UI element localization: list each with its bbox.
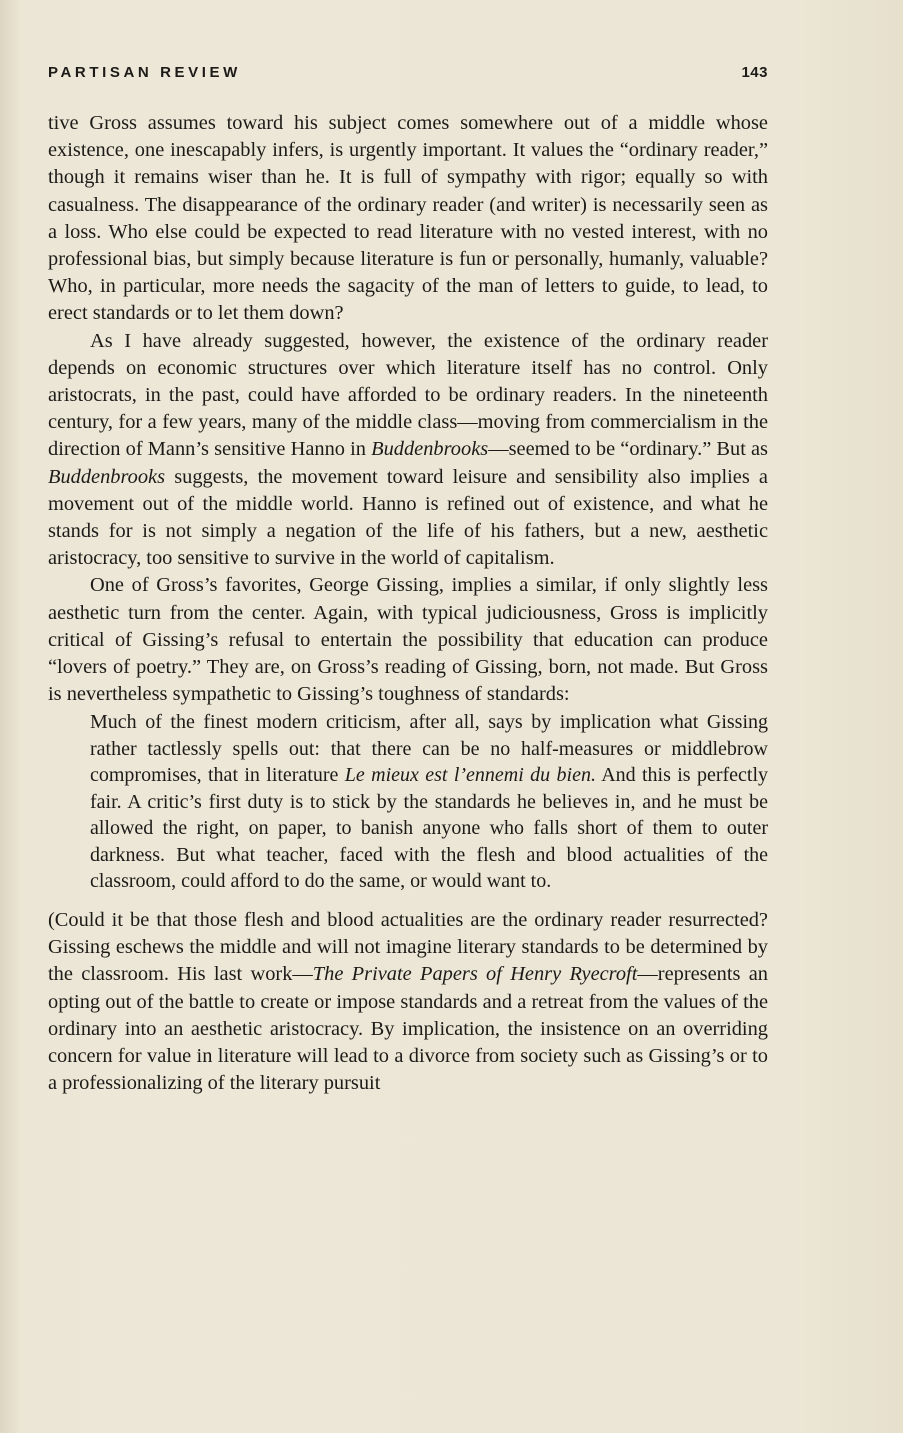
text-run: —seemed to be “ordinary.” But as [488, 438, 768, 461]
italic-title: Le mieux est l’ennemi du bien. [344, 764, 596, 787]
italic-title: Buddenbrooks [48, 465, 166, 488]
article-body [48, 110, 768, 1097]
text-run: One of Gross’s favorites, George Gissing, implies a similar, if only slightly less aesthetic turn from the center. Again, with typical judiciousness, Gross is implicitly critical of Gissing’s refusal to entertain the possibility that education can produce “lovers of poetry.” They are, on Gross’s reading of Gissing, born, not made. But Gross is nevertheless sympathetic to Gissing’s toughness of standards: [48, 574, 768, 706]
text-run: And this is perfectly fair. A critic’s first duty is to stick by the standards he believes in, and he must be allowed the right, on paper, to banish anyone who falls short of them to outer darkness. But what teacher, faced with the flesh and blood actualities of the classroom, could afford to do the same, or would want to. [90, 764, 769, 893]
paragraph [48, 572, 768, 708]
paragraph [48, 328, 768, 573]
block-quote [48, 708, 768, 907]
paragraph [48, 110, 768, 328]
italic-title: Buddenbrooks [371, 438, 489, 461]
text-run: Much of the finest modern criticism, after all, says by implication what Gissing rather tactlessly spells out: that there can be no half-measures or middlebrow compromises, that in literature [90, 711, 768, 787]
paragraph [48, 907, 768, 1097]
text-run: suggests, the movement toward leisure and sensibility also implies a movement out of the middle world. Hanno is refined out of existence, and what he stands for is not simply a negation of the life of his fathers, but a new, aesthetic aristocracy, too sensitive to survive in the world of capitalism. [48, 465, 768, 570]
text-run: tive Gross assumes toward his subject comes somewhere out of a middle whose existence, one inescapably infers, is urgently important. It values the “ordinary reader,” though it remains wiser than he. It is full of sympathy with rigor; equally so with casualness. The disappearance of the ordinary reader (and writer) is necessarily seen as a loss. Who else could be expected to read literature with no vested interest, with no professional bias, but simply because literature is fun or personally, humanly, valuable? Who, in particular, more needs the sagacity of the man of letters to guide, to lead, to erect standards or to let them down? [48, 112, 768, 325]
text-run: (Could it be that those flesh and blood actualities are the ordinary reader resurrected? Gissing eschews the middle and will not imagine literary standards to be determined by the classroom. His last work— [48, 908, 768, 986]
page-number: 143 [741, 63, 768, 81]
text-run: As I have already suggested, however, the existence of the ordinary reader depends on economic structures over which literature itself has no control. Only aristocrats, in the past, could have afforded to be ordinary readers. In the nineteenth century, for a few years, many of the middle class—moving from commercialism in the direction of Mann’s sensitive Hanno in [48, 329, 768, 461]
running-title: PARTISAN REVIEW [48, 63, 241, 81]
running-header [48, 60, 768, 84]
text-run: —represents an opting out of the battle to create or impose standards and a retreat from the values of the ordinary into an aesthetic aristocracy. By implication, the insistence on an overriding concern for value in literature will lead to a divorce from society such as Gissing’s or to a professionalizing of the literary pursuit [48, 963, 768, 1095]
italic-title: The Private Papers of Henry Ryecroft [312, 963, 638, 986]
